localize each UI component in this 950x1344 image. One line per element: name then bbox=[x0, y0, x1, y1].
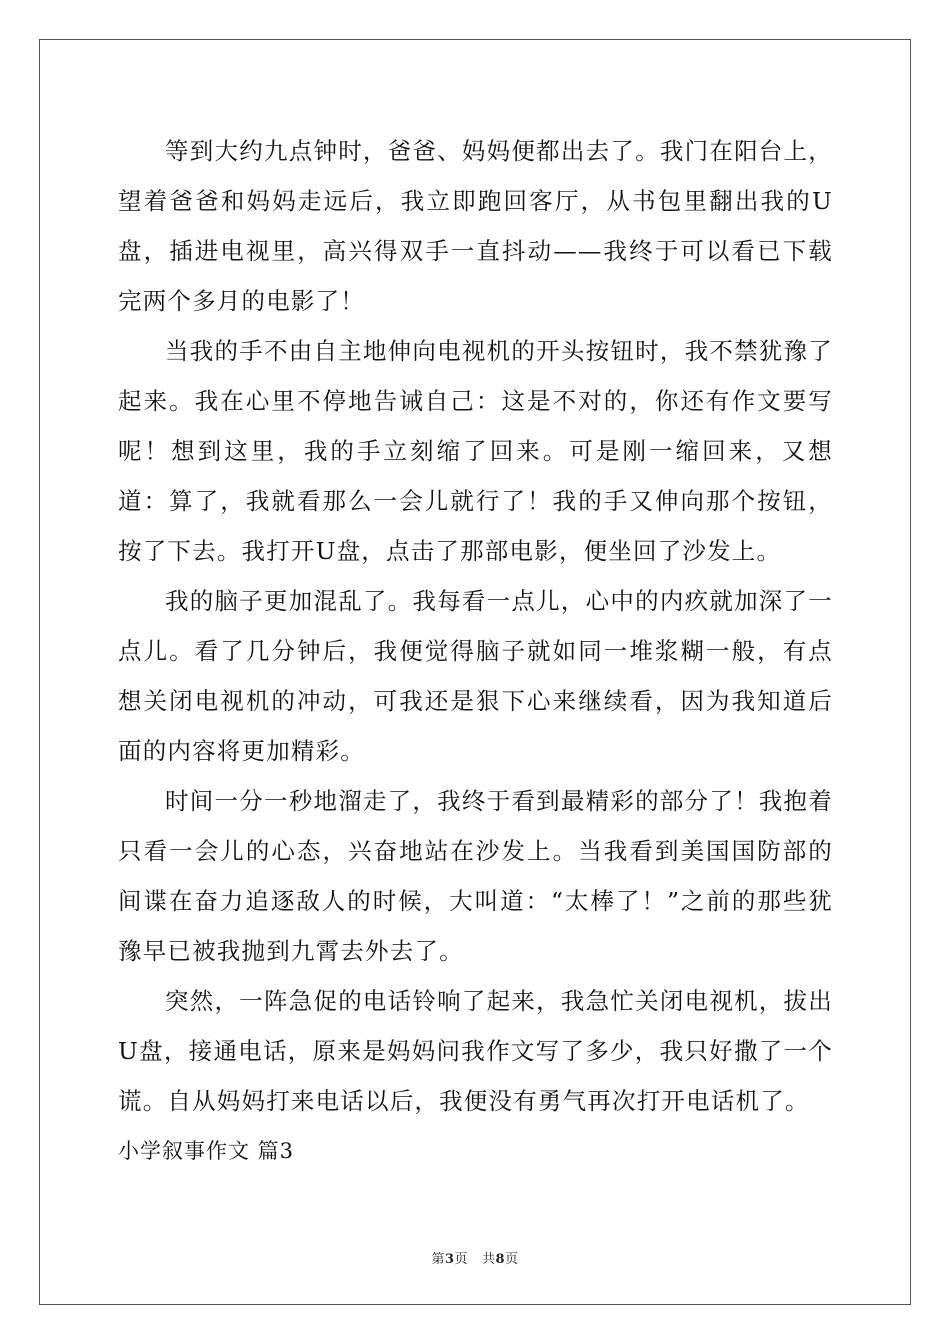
paragraph-1: 等到大约九点钟时，爸爸、妈妈便都出去了。我门在阳台上，望着爸爸和妈妈走远后，我立即跑回客厅，从书包里翻出我的U盘，插进电视里，高兴得双手一直抖动——我终于可以看已下载完两个多月的电影了！ bbox=[118, 137, 833, 315]
page-footer bbox=[0, 1248, 950, 1267]
document-body bbox=[118, 126, 833, 1176]
total-pages: 8 bbox=[495, 1252, 506, 1267]
total-suffix: 页 bbox=[505, 1252, 519, 1267]
paragraph-2: 当我的手不由自主地伸向电视机的开头按钮时，我不禁犹豫了起来。我在心里不停地告诫自己：这是不对的，你还有作文要写呢！想到这里，我的手立刻缩了回来。可是刚一缩回来，又想道：算了，我就看那么一会儿就行了！我的手又伸向那个按钮，按了下去。我打开U盘，点击了那部电影，便坐回了沙发上。 bbox=[118, 337, 833, 565]
total-prefix: 共 bbox=[481, 1252, 496, 1267]
paragraph-3: 我的脑子更加混乱了。我每看一点儿，心中的内疚就加深了一点儿。看了几分钟后，我便觉得脑子就如同一堆浆糊一般，有点想关闭电视机的冲动，可我还是狠下心来继续看，因为我知道后面的内容将更加精彩。 bbox=[118, 587, 833, 765]
page-number: 3 bbox=[444, 1252, 455, 1267]
paragraph-5: 突然，一阵急促的电话铃响了起来，我急忙关闭电视机，拔出U盘，接通电话，原来是妈妈问我作文写了多少，我只好撒了一个谎。自从妈妈打来电话以后，我便没有勇气再次打开电话机了。 bbox=[118, 987, 833, 1115]
section-heading: 小学叙事作文 篇3 bbox=[118, 1139, 295, 1163]
paragraph-4: 时间一分一秒地溜走了，我终于看到最精彩的部分了！我抱着只看一会儿的心态，兴奋地站在沙发上。当我看到美国国防部的间谍在奋力追逐敌人的时候，大叫道：“太棒了！”之前的那些犹豫早已被我抛到九霄去外去了。 bbox=[118, 787, 833, 965]
page-suffix: 页 bbox=[454, 1252, 469, 1267]
page-prefix: 第 bbox=[431, 1252, 445, 1267]
